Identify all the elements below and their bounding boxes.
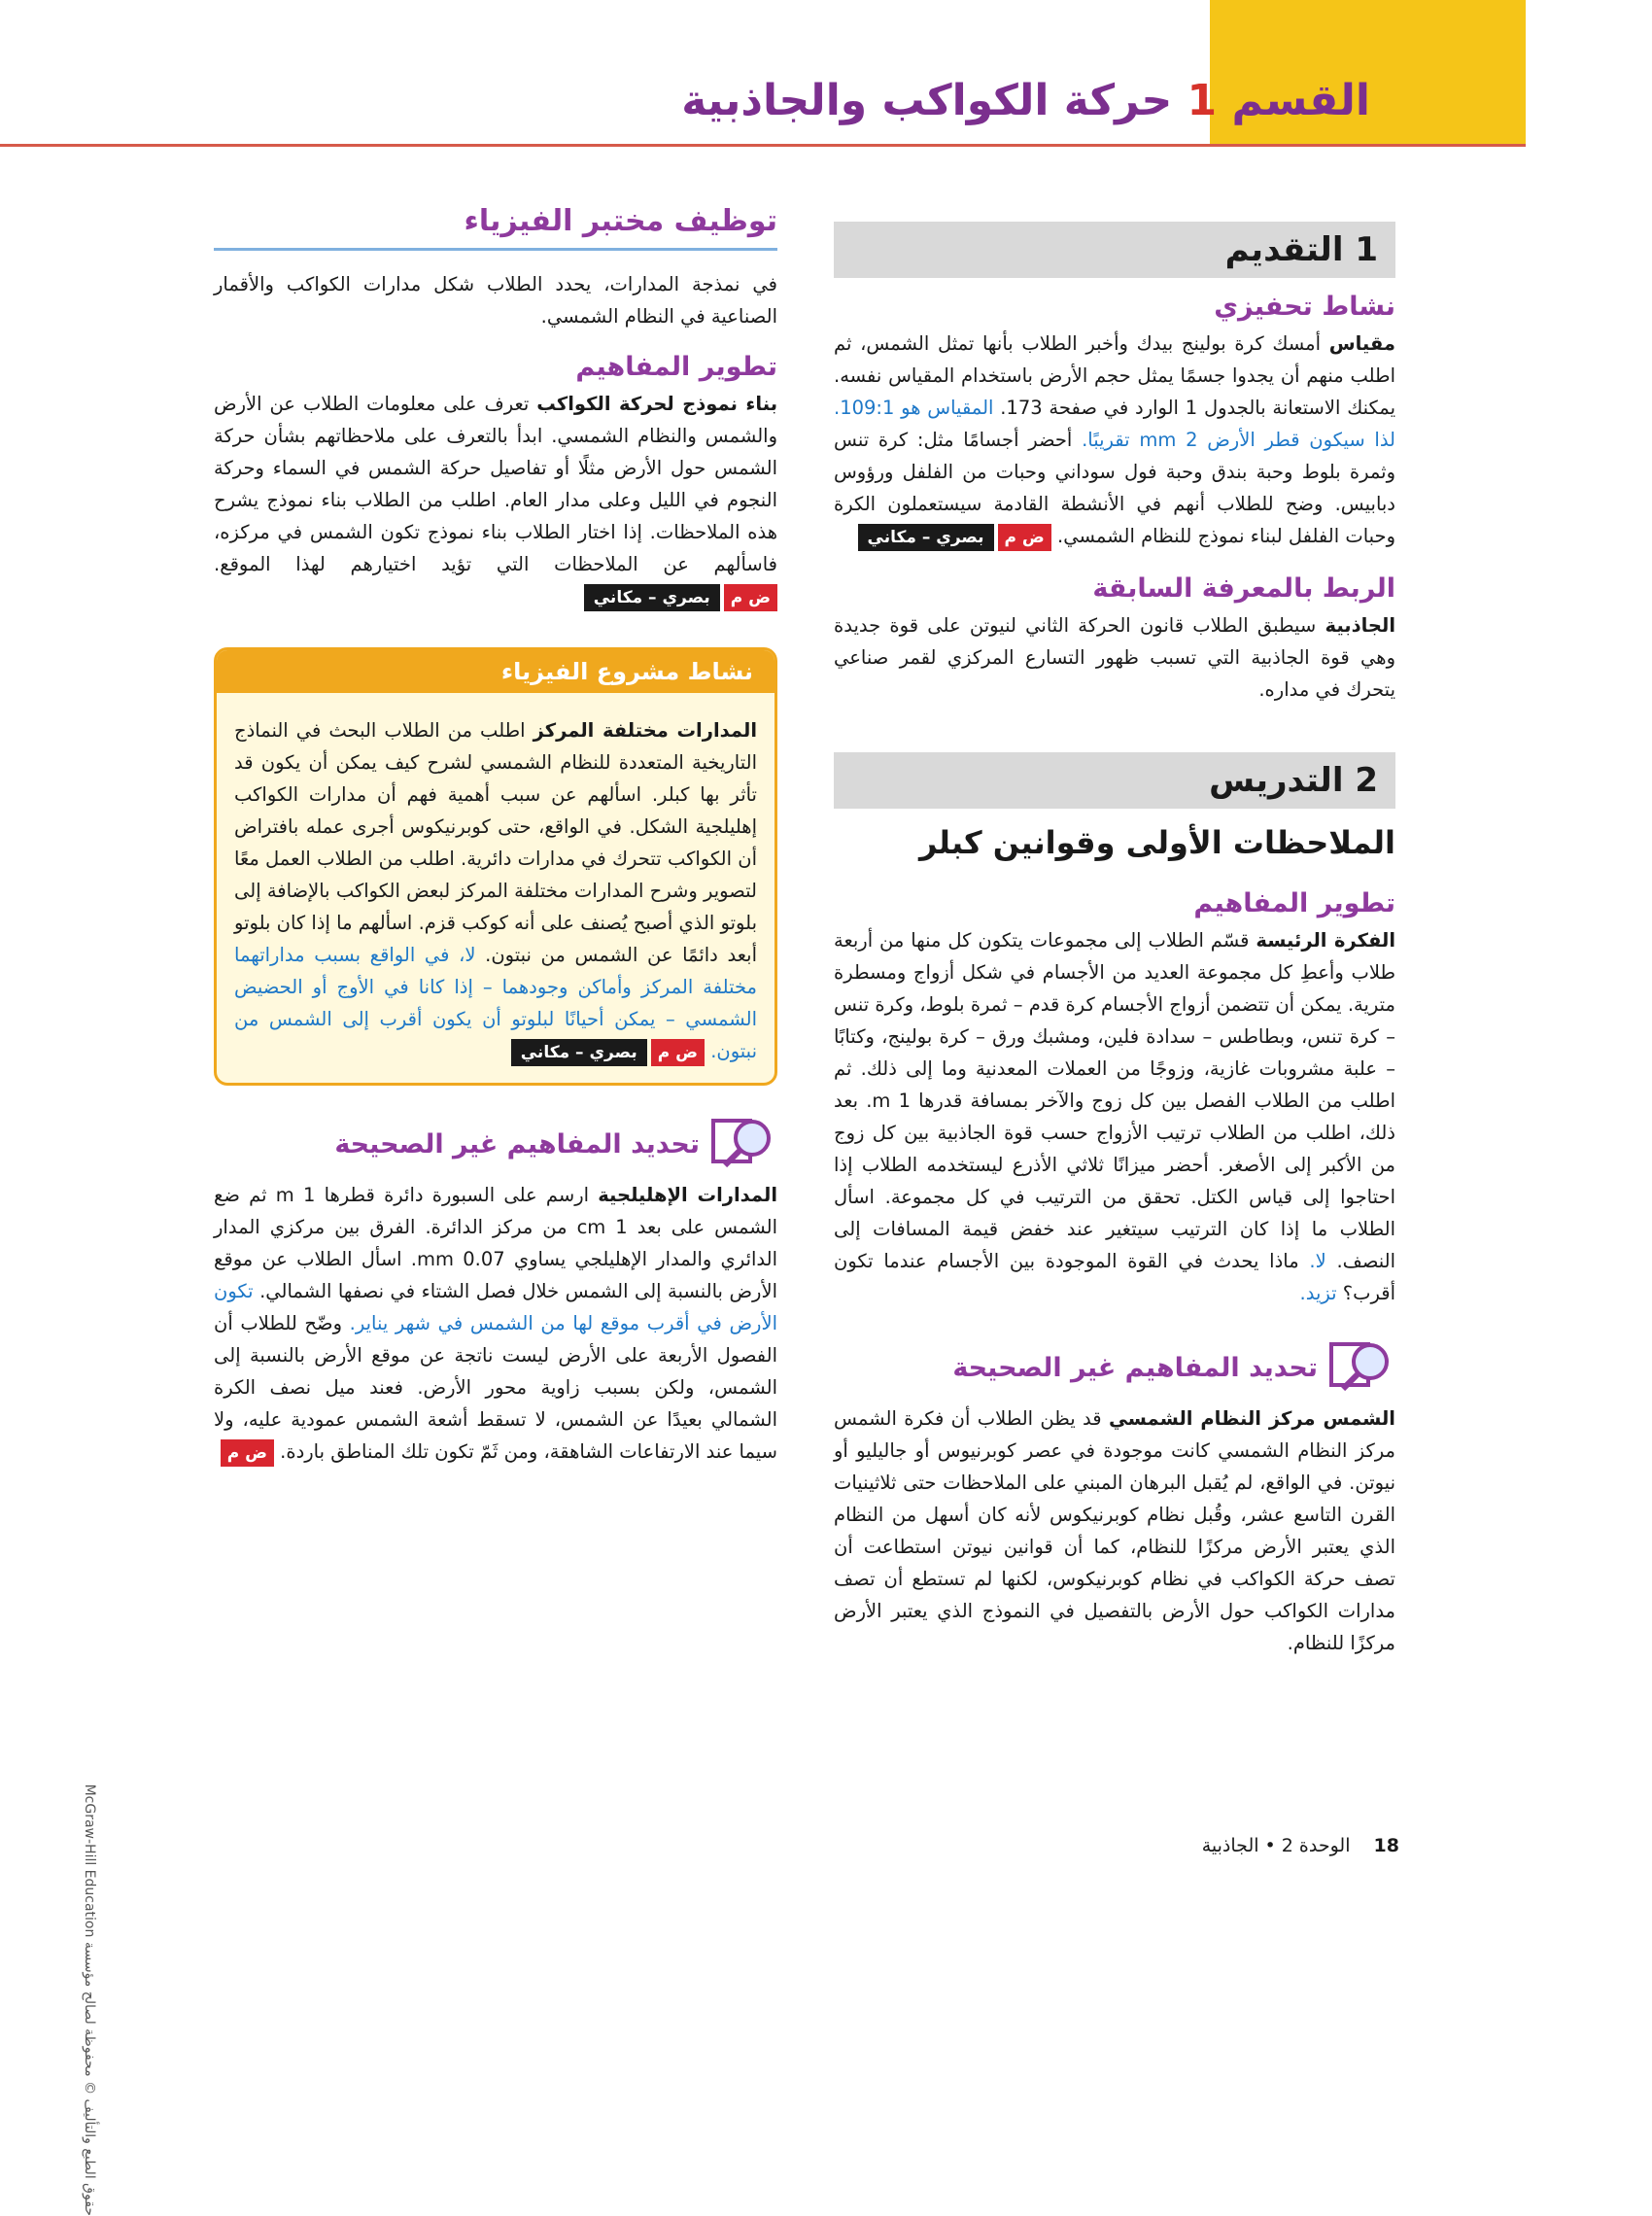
section-label: القسم (1231, 76, 1370, 125)
develop-text: قسّم الطلاب إلى مجموعات يتكون كل منها من أربعة طلاب وأعطِ كل مجموعة العديد من الأجسام في شكل أزواج ومسطرة مترية. يمكن أن تتضمن أزواج الأجسام كرة قدم – ثمرة بلوط، وكرة تنس – كرة تنس، وبطاطس – سدادة فلين، ومشبك ورق – كرة بولينج، وكتابًا – علبة مشروبات غازية، وزوجًا من العملات المعدنية وما إلى ذلك. ثم اطلب من الطلاب الفصل بين كل زوج والآخر بمسافة قدرها 1 m. بعد ذلك، اطلب من الطلاب ترتيب الأزواج حسب قوة الجاذبية بين كل زوج من الأكبر إلى الأصغر. أحضر ميزانًا ثلاثي الأذرع ليستخدمه الطلاب إذا احتاجوا إلى قياس الكتل. تحقق من الترتيب في كل مجموعة. اسأل الطلاب ما إذا كان الترتيب سيتغير عند خفض قيمة المسافات إلى النصف. (834, 929, 1395, 1272)
misconception-text-right: قد يظن الطلاب أن فكرة الشمس مركز النظام الشمسي كانت موجودة في عصر كوبرنيوس أو جاليليو أو نيوتن. في الواقع، لم يُقبل البرهان المبني على الملاحظات حتى ثلاثينيات القرن التاسع عشر، وقُبل نظام كوبرنيكوس لأنه كان أسهل من النظام الذي يعتبر الأرض مركزًا للنظام، كما أن قوانين نيوتن استطاعت أن تصف حركة الكواكب في نظام كوبرنيكوس، لكنها لم تستطع أن تصف مدارات الكواكب حول الأرض بالتفصيل في النموذج الذي يعتبر الأرض مركزًا للنظام. (834, 1407, 1395, 1654)
project-text: اطلب من الطلاب البحث في النماذج التاريخية المتعددة للنظام الشمسي لشرح كيف يمكن أن يكون قد تأثر بها كبلر. اسألهم عن سبب أهمية فهم أن مدارات الكواكب إهليلجية الشكل. في الواقع، حتى كوبرنيكوس أجرى عمله بافتراض أن الكواكب تتحرك في مدارات دائرية. اطلب من الطلاب العمل معًا لتصوير وشرح المدارات مختلفة المركز لبعض الكواكب بالإضافة إلى بلوتو الذي أصبح يُصنف على أنه كوكب قزم. اسألهم ما إذا كان بلوتو أبعد دائمًا عن الشمس من نبتون. (234, 719, 757, 966)
misconception-lead-left: المدارات الإهليلجية (598, 1184, 778, 1206)
skill-tag-red: ض م (651, 1039, 705, 1066)
copyright-sidebar: حقوق الطبع والتأليف © محفوظة لصالح مؤسسة McGraw-Hill Education (82, 1783, 97, 2216)
prior-paragraph (834, 609, 1395, 706)
prior-heading: الربط بالمعرفة السابقة (1092, 573, 1395, 604)
prior-lead: الجاذبية (1325, 614, 1395, 637)
skill-tag-visual: بصري – مكاني (511, 1039, 647, 1066)
physics-project-box (214, 647, 777, 1086)
left-column (214, 204, 777, 1468)
right-column (834, 222, 1395, 1659)
misconception-header-right (834, 1338, 1395, 1397)
project-lead: المدارات مختلفة المركز (533, 719, 757, 742)
motivation-text: أمسك كرة بولينج بيدك وأخبر الطلاب بأنها تمثل الشمس، ثم اطلب منهم أن يجدوا جسمًا يمثل حجم الأرض باستخدام المقياس نفسه. يمكنك الاستعانة بالجدول 1 الوارد في صفحة 173. (834, 332, 1395, 419)
develop-answer1: لا. (1309, 1250, 1326, 1272)
project-heading: نشاط مشروع الفيزياء (217, 650, 774, 693)
develop-answer2: تزيد. (1299, 1282, 1337, 1304)
skill-tag-red: ض م (998, 524, 1051, 551)
project-answer: لا، في الواقع بسبب مداراتهما مختلفة المركز وأماكن وجودهما – إذا كانا في الأوج أو الحضيض الشمسي – يمكن أحيانًا لبلوتو أن يكون أقرب إلى الشمس من نبتون. (234, 944, 757, 1062)
left-develop-text: تعرف على معلومات الطلاب عن الأرض والشمس والنظام الشمسي. ابدأ بالتعرف على ملاحظاتهم بشأن حركة الشمس حول الأرض مثلًا أو تفاصيل حركة الشمس في السماء وحركة النجوم في الليل وعلى مدار العام. اطلب من الطلاب بناء نموذج يشرح هذه الملاحظات. إذا اختار الطلاب بناء نموذج تكون الشمس في مركزه، فاسألهم عن الملاحظات التي تؤيد اختيارهم لهذا الموقع. (214, 393, 777, 575)
misconception-header-left (214, 1115, 777, 1173)
motivation-lead: مقياس (1328, 332, 1395, 355)
page-footer (1118, 1835, 1399, 1856)
misconception-text-left: ارسم على السبورة دائرة قطرها 1 m ثم ضع الشمس على بعد 1 cm من مركز الدائرة. الفرق بين مركزي المدار الدائري والمدار الإهليلجي يساوي 0.07 mm. اسأل الطلاب عن موقع الأرض بالنسبة إلى الشمس خلال فصل الشتاء في نصفها الشمالي. (214, 1184, 778, 1302)
motivation-text2: أحضر أجسامًا مثل: كرة تنس وثمرة بلوط وحبة بندق وحبة فول سوداني وحبات من الفلفل ورؤوس دبابيس. وضح للطلاب أنهم في الأنشطة القادمة سيستعملون الكرة وحبات الفلفل لبناء نموذج للنظام الشمسي. (834, 429, 1395, 547)
motivation-heading: نشاط تحفيزي (1214, 292, 1395, 322)
skill-tag-visual: بصري – مكاني (584, 584, 720, 611)
lab-title: توظيف مختبر الفيزياء (214, 204, 777, 251)
develop-lead: الفكرة الرئيسة (1256, 929, 1396, 952)
unit-label: الوحدة 2 • الجاذبية (1201, 1835, 1351, 1856)
motivation-paragraph (834, 328, 1395, 552)
page-title (680, 76, 1370, 144)
develop-heading: تطوير المفاهيم (1193, 888, 1395, 918)
lab-paragraph: في نمذجة المدارات، يحدد الطلاب شكل مدارات الكواكب والأقمار الصناعية في النظام الشمسي. (214, 273, 777, 328)
misconception-paragraph-right (834, 1402, 1395, 1659)
misconception-text2-left: وضّح للطلاب أن الفصول الأربعة على الأرض ليست ناتجة عن موقع الأرض بالنسبة إلى الشمس، ولكن بسبب زاوية محور الأرض. فعند ميل نصف الكرة الشمالي بعيدًا عن الشمس، لا تسقط أشعة الشمس عمودية عليه، ولا سيما عند الارتفاعات الشاهقة، ومن ثَمّ تكون تلك المناطق باردة. (214, 1312, 777, 1463)
prior-text: سيطبق الطلاب قانون الحركة الثاني لنيوتن على قوة جديدة وهي قوة الجاذبية التي تسبب ظهور التسارع المركزي لقمر صناعي يتحرك في مداره. (834, 614, 1395, 701)
page-number: 18 (1373, 1835, 1399, 1856)
skill-tag-red: ض م (724, 584, 777, 611)
left-develop-lead: بناء نموذج لحركة الكواكب (536, 393, 778, 415)
motivation-answer: المقياس هو 109:1. لذا سيكون قطر الأرض 2 mm تقريبًا. (834, 397, 1395, 451)
section-number: 1 (1187, 76, 1218, 125)
teach-band: 2 التدريس (834, 752, 1395, 809)
section-title: حركة الكواكب والجاذبية (681, 76, 1173, 125)
skill-tag-red: ض م (221, 1439, 274, 1467)
left-develop-paragraph (214, 388, 777, 612)
develop-text2: ماذا يحدث في القوة الموجودة بين الأجسام عندما تكون أقرب؟ (834, 1250, 1395, 1304)
header-rule (0, 144, 1526, 147)
misconception-heading-right: تحديد المفاهيم غير الصحيحة (952, 1352, 1318, 1383)
magnifier-icon (1327, 1338, 1395, 1397)
intro-band: 1 التقديم (834, 222, 1395, 278)
misconception-answer-left: تكون الأرض في أقرب موقع لها من الشمس في شهر يناير. (214, 1280, 777, 1334)
develop-paragraph (834, 924, 1395, 1309)
left-develop-heading: تطوير المفاهيم (575, 352, 777, 382)
project-paragraph (234, 714, 757, 1067)
misconception-paragraph-left (214, 1179, 777, 1468)
skill-tag-visual: بصري – مكاني (858, 524, 994, 551)
magnifier-icon (709, 1115, 777, 1173)
teach-title: الملاحظات الأولى وقوانين كبلر (918, 824, 1395, 861)
misconception-heading-left: تحديد المفاهيم غير الصحيحة (334, 1128, 700, 1160)
misconception-lead-right: الشمس مركز النظام الشمسي (1108, 1407, 1395, 1430)
